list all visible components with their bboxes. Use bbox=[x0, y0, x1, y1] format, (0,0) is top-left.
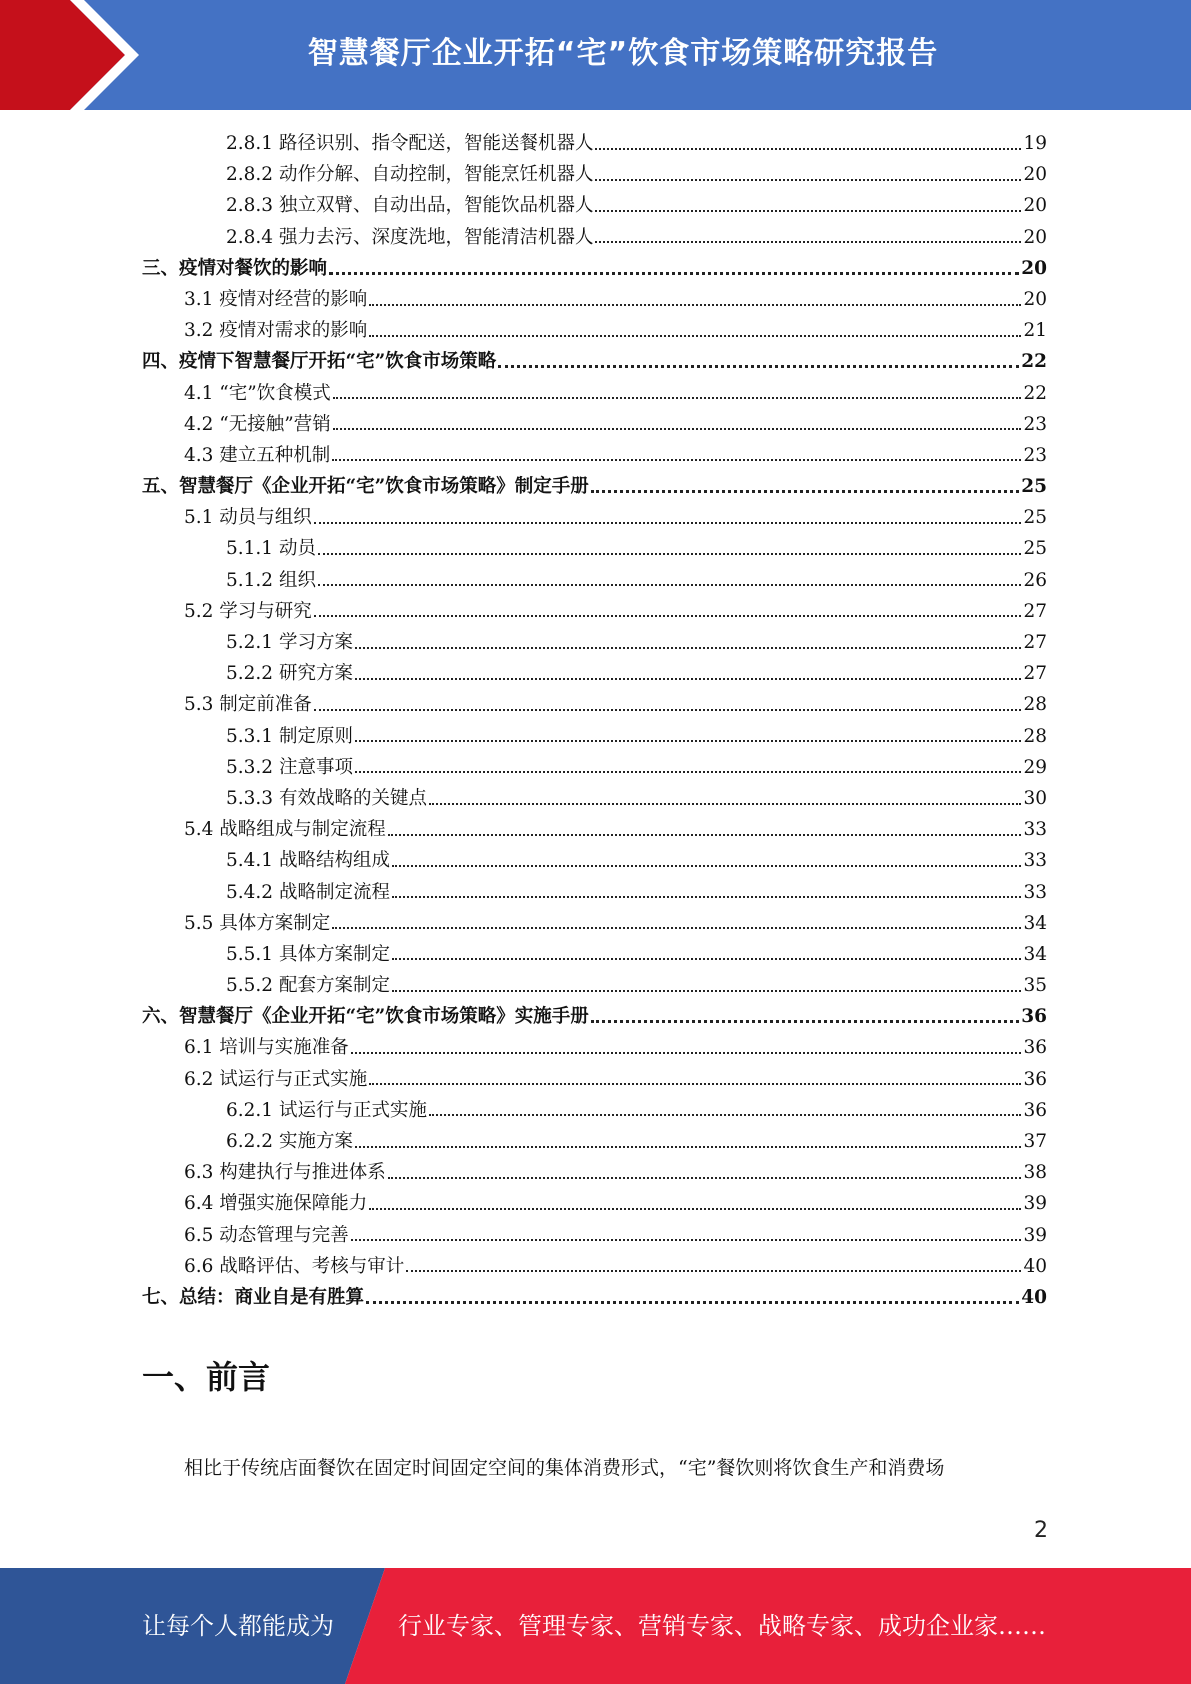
toc-leader-dots bbox=[369, 335, 1021, 337]
toc-entry-title: 4.1 “宅”饮食模式 bbox=[184, 382, 331, 404]
toc-entry[interactable] bbox=[142, 877, 1047, 908]
toc-leader-dots bbox=[591, 1020, 1019, 1023]
report-title: 智慧餐厅企业开拓“宅”饮食市场策略研究报告 bbox=[307, 36, 939, 71]
footer-slogan: 让每个人都能成为 bbox=[142, 1612, 334, 1640]
toc-entry-page: 39 bbox=[1023, 1193, 1047, 1215]
toc-entry[interactable] bbox=[142, 409, 1047, 440]
toc-entry-page: 25 bbox=[1021, 476, 1047, 498]
toc-entry-page: 36 bbox=[1023, 1037, 1047, 1059]
toc-entry-page: 22 bbox=[1021, 351, 1047, 373]
toc-entry-title: 6.5 动态管理与完善 bbox=[184, 1224, 349, 1246]
toc-entry-page: 25 bbox=[1023, 538, 1047, 560]
page-header bbox=[0, 0, 1191, 110]
toc-entry[interactable] bbox=[142, 752, 1047, 783]
toc-leader-dots bbox=[388, 1177, 1022, 1179]
toc-entry-page: 40 bbox=[1021, 1286, 1047, 1308]
toc-entry[interactable] bbox=[142, 908, 1047, 939]
toc-entry-title: 七、总结：商业自是有胜算 bbox=[142, 1286, 365, 1308]
toc-entry[interactable] bbox=[142, 1001, 1047, 1032]
toc-entry[interactable] bbox=[142, 128, 1047, 159]
toc-entry[interactable] bbox=[142, 1251, 1047, 1282]
toc-entry[interactable] bbox=[142, 190, 1047, 221]
toc-entry-title: 5.2 学习与研究 bbox=[184, 600, 312, 622]
toc-leader-dots bbox=[369, 304, 1021, 306]
toc-leader-dots bbox=[318, 584, 1022, 586]
toc-entry-title: 5.5.1 具体方案制定 bbox=[226, 943, 390, 965]
toc-entry[interactable] bbox=[142, 939, 1047, 970]
toc-entry-page: 33 bbox=[1023, 819, 1047, 841]
toc-entry-page: 19 bbox=[1023, 133, 1047, 154]
toc-leader-dots bbox=[355, 771, 1022, 773]
toc-entry-page: 36 bbox=[1021, 1006, 1047, 1028]
toc-leader-dots bbox=[406, 1270, 1021, 1272]
toc-entry-title: 5.2.2 研究方案 bbox=[226, 663, 353, 685]
toc-leader-dots bbox=[591, 490, 1019, 493]
toc-leader-dots bbox=[333, 428, 1022, 430]
toc-entry[interactable] bbox=[142, 315, 1047, 346]
toc-leader-dots bbox=[595, 210, 1021, 212]
toc-entry[interactable] bbox=[142, 1064, 1047, 1095]
toc-entry-page: 20 bbox=[1023, 226, 1047, 248]
toc-entry-title: 6.2.2 实施方案 bbox=[226, 1131, 353, 1152]
toc-entry[interactable] bbox=[142, 1095, 1047, 1126]
toc-leader-dots bbox=[318, 553, 1022, 555]
toc-entry-title: 2.8.2 动作分解、自动控制，智能烹饪机器人 bbox=[226, 164, 594, 186]
toc-entry-title: 5.1 动员与组织 bbox=[184, 507, 312, 529]
toc-entry-title: 5.4.2 战略制定流程 bbox=[226, 881, 390, 903]
toc-entry-title: 6.2.1 试运行与正式实施 bbox=[226, 1099, 427, 1121]
toc-leader-dots bbox=[351, 1239, 1022, 1241]
toc-entry-page: 36 bbox=[1023, 1099, 1047, 1121]
toc-entry-page: 28 bbox=[1023, 694, 1047, 716]
toc-entry-page: 23 bbox=[1023, 444, 1047, 466]
toc-entry-page: 20 bbox=[1023, 164, 1047, 186]
toc-entry[interactable] bbox=[142, 627, 1047, 658]
toc-entry-title: 5.1.2 组织 bbox=[226, 569, 316, 591]
toc-entry-title: 6.4 增强实施保障能力 bbox=[184, 1193, 368, 1215]
toc-entry[interactable] bbox=[142, 253, 1047, 284]
toc-leader-dots bbox=[314, 522, 1022, 524]
toc-entry-page: 28 bbox=[1023, 725, 1047, 747]
toc-entry-page: 38 bbox=[1023, 1162, 1047, 1184]
toc-entry[interactable] bbox=[142, 689, 1047, 720]
toc-entry-page: 25 bbox=[1023, 507, 1047, 529]
toc-entry[interactable] bbox=[142, 565, 1047, 596]
toc-entry[interactable] bbox=[142, 596, 1047, 627]
toc-leader-dots bbox=[333, 397, 1022, 399]
toc-entry-title: 5.3 制定前准备 bbox=[184, 694, 312, 716]
page-footer bbox=[0, 1568, 1191, 1684]
toc-entry[interactable] bbox=[142, 845, 1047, 876]
toc-leader-dots bbox=[355, 678, 1022, 680]
toc-entry[interactable] bbox=[142, 159, 1047, 190]
toc-entry[interactable] bbox=[142, 1282, 1047, 1313]
toc-leader-dots bbox=[332, 927, 1021, 929]
toc-leader-dots bbox=[369, 1208, 1021, 1210]
toc-entry-title: 5.3.1 制定原则 bbox=[226, 725, 353, 747]
toc-leader-dots bbox=[595, 179, 1021, 181]
toc-entry-title: 六、智慧餐厅《企业开拓“宅”饮食市场策略》实施手册 bbox=[142, 1006, 589, 1028]
toc-entry-title: 2.8.3 独立双臂、自动出品，智能饮品机器人 bbox=[226, 195, 594, 217]
toc-entry[interactable] bbox=[142, 1220, 1047, 1251]
body-paragraph: 相比于传统店面餐饮在固定时间固定空间的集体消费形式，“宅”餐饮则将饮食生产和消费场 bbox=[184, 1457, 945, 1479]
toc-entry[interactable] bbox=[142, 721, 1047, 752]
toc-leader-dots bbox=[392, 896, 1021, 898]
toc-entry[interactable] bbox=[142, 284, 1047, 315]
toc-entry-title: 四、疫情下智慧餐厅开拓“宅”饮食市场策略 bbox=[142, 351, 497, 373]
toc-entry[interactable] bbox=[142, 1126, 1047, 1157]
toc-entry-title: 2.8.4 强力去污、深度洗地，智能清洁机器人 bbox=[226, 226, 594, 248]
toc-entry-page: 34 bbox=[1023, 912, 1047, 934]
toc-leader-dots bbox=[314, 709, 1022, 711]
toc-entry-page: 27 bbox=[1023, 663, 1047, 685]
footer-roles: 行业专家、管理专家、营销专家、战略专家、成功企业家…… bbox=[398, 1612, 1046, 1640]
toc-entry-title: 5.2.1 学习方案 bbox=[226, 632, 353, 653]
toc-entry[interactable] bbox=[142, 970, 1047, 1001]
toc-entry[interactable] bbox=[142, 658, 1047, 689]
toc-entry-page: 22 bbox=[1023, 382, 1047, 404]
toc-entry[interactable] bbox=[142, 783, 1047, 814]
section-heading: 一、前言 bbox=[142, 1358, 271, 1396]
toc-leader-dots bbox=[355, 740, 1022, 742]
toc-entry-page: 20 bbox=[1023, 288, 1047, 310]
toc-entry-page: 33 bbox=[1023, 850, 1047, 872]
toc-entry-title: 5.4.1 战略结构组成 bbox=[226, 850, 390, 872]
toc-entry[interactable] bbox=[142, 378, 1047, 409]
toc-entry-title: 5.5.2 配套方案制定 bbox=[226, 975, 390, 997]
toc-entry-title: 5.3.3 有效战略的关键点 bbox=[226, 787, 427, 809]
toc-entry-page: 20 bbox=[1023, 195, 1047, 217]
toc-entry-title: 6.6 战略评估、考核与审计 bbox=[184, 1255, 405, 1277]
toc-entry-page: 23 bbox=[1023, 413, 1047, 435]
toc-leader-dots bbox=[498, 365, 1019, 368]
toc-entry-page: 27 bbox=[1023, 632, 1047, 653]
toc-entry[interactable] bbox=[142, 1157, 1047, 1188]
toc-leader-dots bbox=[369, 1083, 1021, 1085]
toc-entry-page: 40 bbox=[1023, 1255, 1047, 1277]
toc-entry-title: 5.3.2 注意事项 bbox=[226, 756, 353, 778]
toc-entry-page: 21 bbox=[1023, 320, 1047, 342]
toc-entry-title: 5.1.1 动员 bbox=[226, 538, 316, 560]
toc-entry-page: 36 bbox=[1023, 1068, 1047, 1090]
toc-leader-dots bbox=[314, 615, 1022, 617]
toc-leader-dots bbox=[392, 990, 1021, 992]
toc-entry-page: 33 bbox=[1023, 881, 1047, 903]
table-of-contents bbox=[142, 128, 1047, 1313]
toc-entry-title: 4.2 “无接触”营销 bbox=[184, 413, 331, 435]
toc-entry-title: 6.3 构建执行与推进体系 bbox=[184, 1162, 386, 1184]
toc-entry-page: 34 bbox=[1023, 943, 1047, 965]
toc-entry-title: 5.4 战略组成与制定流程 bbox=[184, 819, 386, 841]
toc-leader-dots bbox=[429, 1114, 1021, 1116]
toc-leader-dots bbox=[388, 834, 1022, 836]
toc-leader-dots bbox=[332, 459, 1021, 461]
toc-entry-title: 2.8.1 路径识别、指令配送，智能送餐机器人 bbox=[226, 133, 594, 154]
toc-entry[interactable] bbox=[142, 346, 1047, 377]
page-number: 2 bbox=[1034, 1518, 1048, 1543]
toc-entry[interactable] bbox=[142, 222, 1047, 253]
toc-entry[interactable] bbox=[142, 1188, 1047, 1219]
toc-entry-page: 37 bbox=[1023, 1131, 1047, 1152]
toc-leader-dots bbox=[366, 1301, 1019, 1304]
toc-entry[interactable] bbox=[142, 440, 1047, 471]
toc-entry[interactable] bbox=[142, 533, 1047, 564]
toc-leader-dots bbox=[429, 803, 1021, 805]
toc-entry[interactable] bbox=[142, 814, 1047, 845]
toc-entry-page: 39 bbox=[1023, 1224, 1047, 1246]
toc-entry[interactable] bbox=[142, 471, 1047, 502]
toc-leader-dots bbox=[392, 958, 1021, 960]
toc-leader-dots bbox=[351, 1052, 1022, 1054]
toc-entry-title: 4.3 建立五种机制 bbox=[184, 444, 331, 466]
toc-entry-title: 6.1 培训与实施准备 bbox=[184, 1037, 349, 1059]
toc-entry-title: 3.2 疫情对需求的影响 bbox=[184, 320, 368, 342]
toc-entry-title: 3.1 疫情对经营的影响 bbox=[184, 288, 368, 310]
toc-leader-dots bbox=[355, 647, 1022, 649]
toc-entry-title: 三、疫情对餐饮的影响 bbox=[142, 257, 328, 279]
toc-leader-dots bbox=[355, 1146, 1022, 1148]
toc-entry-title: 五、智慧餐厅《企业开拓“宅”饮食市场策略》制定手册 bbox=[142, 476, 589, 498]
toc-entry-page: 30 bbox=[1023, 787, 1047, 809]
toc-entry[interactable] bbox=[142, 1032, 1047, 1063]
toc-entry-title: 6.2 试运行与正式实施 bbox=[184, 1068, 368, 1090]
toc-leader-dots bbox=[595, 241, 1021, 243]
toc-entry-page: 29 bbox=[1023, 756, 1047, 778]
toc-entry-page: 35 bbox=[1023, 975, 1047, 997]
toc-entry[interactable] bbox=[142, 502, 1047, 533]
toc-entry-page: 26 bbox=[1023, 569, 1047, 591]
toc-leader-dots bbox=[595, 148, 1021, 150]
toc-entry-title: 5.5 具体方案制定 bbox=[184, 912, 331, 934]
toc-leader-dots bbox=[329, 272, 1019, 275]
toc-entry-page: 27 bbox=[1023, 600, 1047, 622]
toc-entry-page: 20 bbox=[1021, 257, 1047, 279]
toc-leader-dots bbox=[392, 865, 1021, 867]
